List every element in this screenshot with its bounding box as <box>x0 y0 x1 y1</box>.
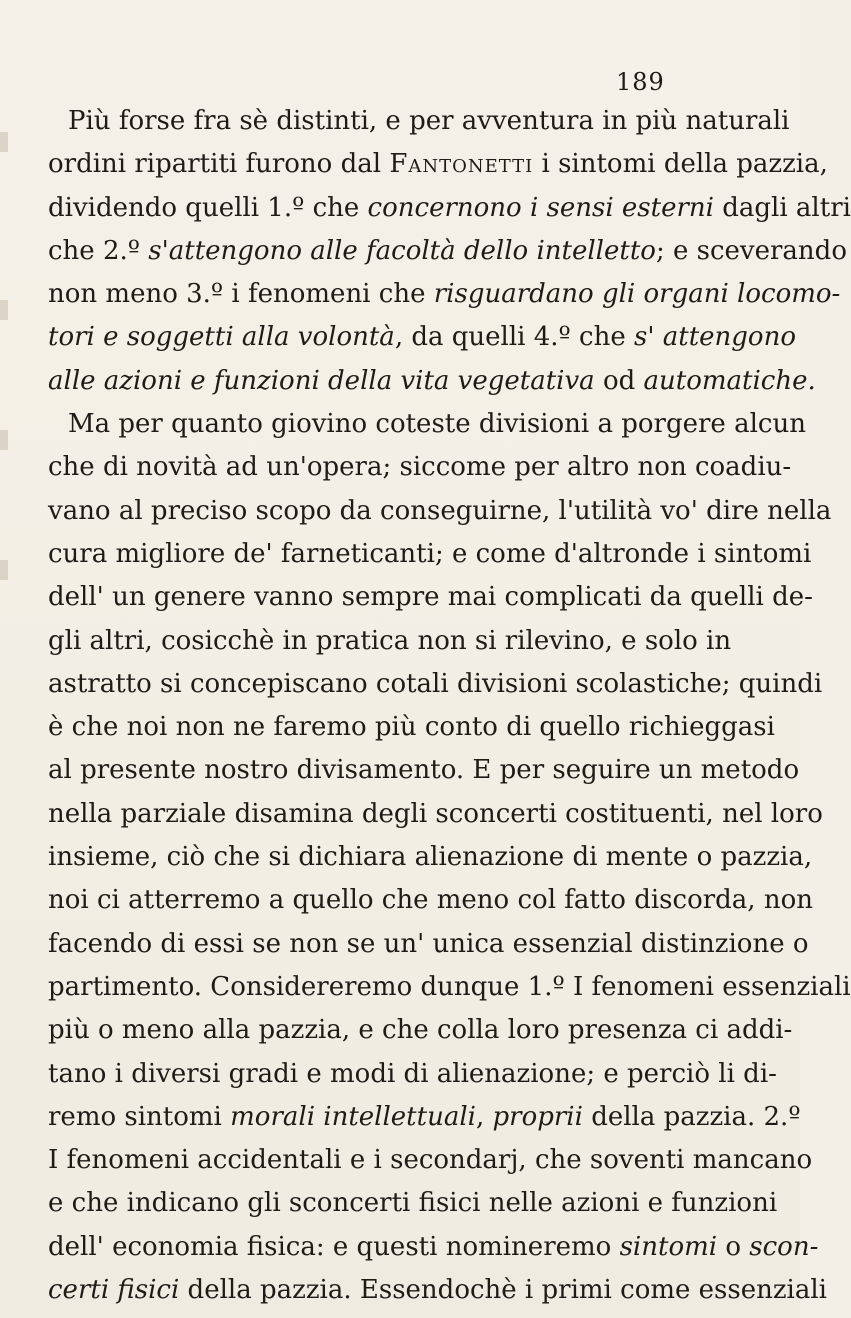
text-segment: al presente nostro divisamento. E per seguire un metodo <box>48 755 800 786</box>
text-line <box>48 230 847 273</box>
text-line <box>48 966 851 1009</box>
text-segment: partimento. Considereremo dunque 1.º I fenomeni essenziali <box>48 971 851 1002</box>
italic-text: scon- <box>749 1231 819 1262</box>
page-edge-mark <box>0 430 8 450</box>
text-line <box>48 749 800 792</box>
italic-text: alle azioni e funzioni della vita vegetativa <box>48 365 595 396</box>
text-line <box>48 1226 819 1269</box>
text-segment: dagli altri <box>713 192 851 223</box>
text-segment: è che noi non ne faremo più conto di quello richieggasi <box>48 712 775 743</box>
text-segment: più o meno alla pazzia, e che colla loro presenza ci addi- <box>48 1015 793 1046</box>
italic-text: certi fisici <box>48 1275 180 1306</box>
text-segment: noi ci atterremo a quello che meno col fatto discorda, non <box>48 885 813 916</box>
text-line <box>48 403 806 446</box>
text-line <box>48 100 790 143</box>
text-line <box>48 1053 777 1096</box>
italic-text: sintomi <box>619 1231 718 1262</box>
italic-text: proprii <box>492 1101 583 1132</box>
text-segment: ordini ripartiti furono dal <box>48 149 390 180</box>
text-line <box>48 1182 778 1225</box>
text-segment: che di novità ad un'opera; siccome per altro non coadiu- <box>48 452 792 483</box>
text-line <box>48 1269 827 1312</box>
text-segment: ; e sceverando <box>655 235 847 266</box>
text-line <box>48 620 732 663</box>
text-segment: vano al preciso scopo da conseguirne, l'utilità vo' dire nella <box>48 495 832 526</box>
text-segment: gli altri, cosicchè in pratica non si rilevino, e solo in <box>48 625 732 656</box>
text-segment: dell' economia fisica: e questi nomineremo <box>48 1231 620 1262</box>
text-line <box>48 490 832 533</box>
text-segment: Ma per quanto giovino coteste divisioni a porgere alcun <box>68 409 806 440</box>
text-segment: insieme, ciò che si dichiara alienazione di mente o pazzia, <box>48 842 813 873</box>
page-number: 189 <box>616 68 665 96</box>
text-line <box>48 143 828 186</box>
text-line <box>48 446 792 489</box>
text-segment: , da quelli 4.º che <box>394 322 634 353</box>
text-segment: che 2.º <box>48 235 149 266</box>
text-segment: od <box>594 365 644 396</box>
italic-text: morali intellettuali <box>230 1101 476 1132</box>
page-edge-mark <box>0 132 8 152</box>
text-segment: della pazzia. Essendochè i primi come essenziali <box>179 1275 827 1306</box>
page-edge-mark <box>0 300 8 320</box>
text-segment: della pazzia. 2.º <box>582 1101 801 1132</box>
text-line <box>48 576 813 619</box>
text-segment: , <box>475 1101 493 1132</box>
text-line <box>48 1139 813 1182</box>
page-edge-mark <box>0 560 8 580</box>
text-line <box>48 879 813 922</box>
text-line <box>48 533 812 576</box>
text-segment: o <box>717 1231 750 1262</box>
author-name: Fantonetti <box>389 149 534 180</box>
body-text <box>48 100 851 1312</box>
text-segment: dell' un genere vanno sempre mai complicati da quelli de- <box>48 582 813 613</box>
italic-text: concernono i sensi esterni <box>367 192 714 223</box>
italic-text: tori e soggetti alla volontà <box>48 322 395 353</box>
text-segment: e che indicano gli sconcerti fisici nelle azioni e funzioni <box>48 1188 778 1219</box>
text-line <box>48 273 841 316</box>
text-segment: facendo di essi se non se un' unica essenzial distinzione o <box>48 928 809 959</box>
text-segment: dividendo quelli 1.º che <box>48 192 368 223</box>
text-line <box>48 706 775 749</box>
italic-text: automatiche. <box>643 365 816 396</box>
italic-text: risguardano gli organi locomo- <box>433 279 841 310</box>
text-segment: i sintomi della pazzia, <box>533 149 828 180</box>
text-line <box>48 187 851 230</box>
italic-text: s' attengono <box>634 322 796 353</box>
italic-text: s'attengono alle facoltà dello intelletto <box>148 235 656 266</box>
text-segment: non meno 3.º i fenomeni che <box>48 279 434 310</box>
text-segment: I fenomeni accidentali e i secondarj, che soventi mancano <box>48 1145 813 1176</box>
text-segment: astratto si concepiscano cotali divisioni scolastiche; quindi <box>48 668 823 699</box>
text-line <box>48 1009 793 1052</box>
text-segment: Più forse fra sè distinti, e per avventura in più naturali <box>68 106 790 136</box>
text-segment: nella parziale disamina degli sconcerti costituenti, nel loro <box>48 798 823 829</box>
text-segment: remo sintomi <box>48 1101 231 1132</box>
text-line <box>48 923 809 966</box>
text-line <box>48 1096 801 1139</box>
text-line <box>48 360 816 403</box>
text-line <box>48 316 796 359</box>
text-line <box>48 836 813 879</box>
text-segment: tano i diversi gradi e modi di alienazione; e perciò li di- <box>48 1058 777 1089</box>
text-segment: cura migliore de' farneticanti; e come d'altronde i sintomi <box>48 538 812 569</box>
text-line <box>48 793 823 836</box>
text-line <box>48 663 823 706</box>
